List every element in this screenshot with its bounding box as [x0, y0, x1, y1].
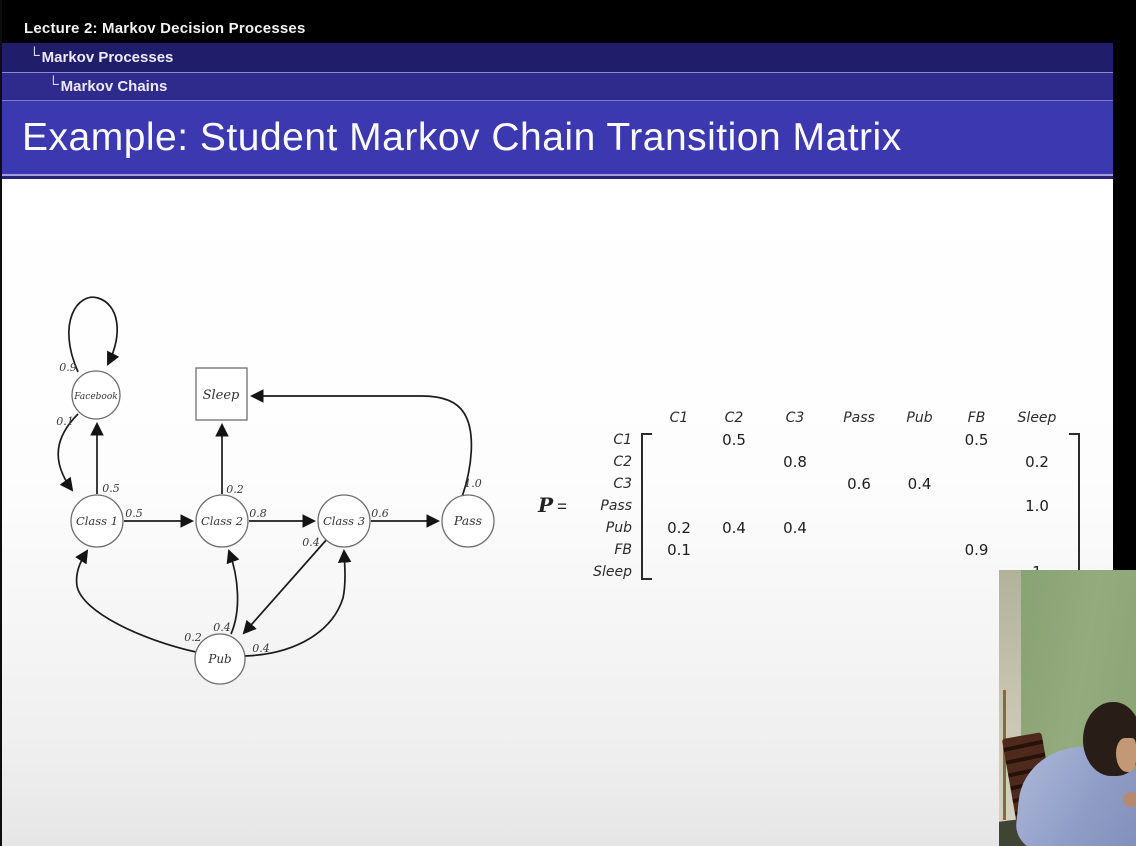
matrix-row-labels: [582, 429, 632, 583]
matrix-cell: [891, 429, 948, 451]
matrix-cell: 0.9: [964, 541, 989, 559]
matrix-symbol: P: [538, 493, 554, 517]
matrix-cell: [891, 517, 948, 539]
matrix-cell: 0.5: [964, 431, 989, 449]
tree-branch-icon: └: [48, 76, 59, 93]
matrix-col-header: C2: [724, 410, 744, 426]
matrix-cell: 0.5: [722, 431, 746, 449]
edge-label-c3-pass: 0.6: [371, 507, 389, 520]
edge-pass-to-sleep: [252, 396, 471, 497]
lecture-title: Lecture 2: Markov Decision Processes: [24, 20, 306, 37]
edge-label-c2-c3: 0.8: [249, 507, 267, 520]
matrix-cell: [891, 451, 948, 473]
node-label-class2: Class 2: [200, 514, 244, 528]
matrix-left-bracket: [641, 433, 652, 580]
matrix-row-label: Pass: [600, 498, 632, 514]
edge-label-pass-sleep: 1.0: [464, 477, 482, 490]
matrix-cell: 0.1: [667, 541, 691, 559]
equals-sign: =: [557, 497, 567, 516]
edge-pub-to-class3: [245, 551, 345, 656]
matrix-col-header: C3: [785, 410, 805, 426]
matrix-cell: [948, 473, 1005, 495]
matrix-grid: [653, 407, 1069, 583]
matrix-cell: [653, 429, 705, 451]
node-label-pass: Pass: [453, 513, 483, 528]
matrix-cell: 0.4: [722, 519, 746, 537]
matrix-cell: [763, 539, 827, 561]
matrix-cell: [827, 517, 891, 539]
lecturer-face: [1116, 738, 1136, 772]
matrix-cell: [1005, 473, 1069, 495]
video-left-edge: [0, 0, 2, 846]
matrix-cell: [653, 451, 705, 473]
matrix-cell: [763, 495, 827, 517]
matrix-cell: [948, 561, 1005, 583]
edge-label-pub-c1: 0.2: [184, 631, 202, 644]
matrix-col-header: FB: [967, 410, 986, 426]
slide-title-bar: [0, 100, 1113, 174]
matrix-cell: 0.4: [783, 519, 807, 537]
matrix-cell: 0.8: [783, 453, 807, 471]
node-label-class3: Class 3: [322, 514, 366, 528]
breadcrumb-subsection: Markov Chains: [60, 78, 168, 95]
matrix-col-header: Pass: [843, 410, 875, 426]
node-label-facebook: Facebook: [74, 392, 118, 402]
matrix-cell: [1005, 429, 1069, 451]
node-label-sleep: Sleep: [202, 388, 240, 403]
matrix-cell: 0.4: [907, 475, 932, 493]
matrix-cell: 0.2: [667, 519, 691, 537]
edge-label-c2-sleep: 0.2: [226, 483, 244, 496]
matrix-cell: [827, 429, 891, 451]
edge-pub-to-class1: [77, 551, 196, 652]
matrix-cell: [705, 473, 763, 495]
matrix-cell: [891, 539, 948, 561]
lecture-title-bar: [0, 0, 1113, 43]
matrix-cell: [763, 561, 827, 583]
matrix-cell: 1.0: [1025, 497, 1049, 515]
breadcrumb-level-2: [0, 72, 1113, 100]
matrix-cell: [653, 561, 705, 583]
matrix-row-label: Pub: [605, 520, 632, 536]
tree-branch-icon: └: [29, 47, 40, 64]
matrix-cell: [1005, 517, 1069, 539]
matrix-equation-lhs: [538, 493, 582, 583]
matrix-cell: [827, 495, 891, 517]
edge-label-pub-c2: 0.4: [213, 621, 231, 634]
markov-chain-diagram: [30, 270, 540, 710]
edge-label-c1-c2: 0.5: [125, 507, 143, 520]
edge-label-c1-fb: 0.5: [102, 482, 120, 495]
matrix-cell: [948, 517, 1005, 539]
matrix-cell: [763, 429, 827, 451]
matrix-cell: [827, 451, 891, 473]
node-label-pub: Pub: [208, 652, 232, 666]
matrix-cell: [827, 561, 891, 583]
matrix-cell: [653, 495, 705, 517]
edge-label-c3-pub: 0.4: [302, 536, 320, 549]
slide-title: Example: Student Markov Chain Transition Matrix: [22, 115, 902, 159]
matrix-col-header: C1: [669, 410, 689, 426]
matrix-row-label: C3: [613, 476, 632, 492]
matrix-cell: 0.6: [847, 475, 871, 493]
matrix-cell: [705, 561, 763, 583]
edge-label-fb-c1: 0.1: [56, 415, 74, 428]
matrix-row-label: C1: [613, 432, 632, 448]
matrix-cell: [948, 495, 1005, 517]
matrix-row-label: C2: [613, 454, 632, 470]
matrix-cell: [948, 451, 1005, 473]
webcam-overlay: [999, 570, 1136, 846]
matrix-right-bracket: [1069, 433, 1080, 580]
matrix-cell: [653, 473, 705, 495]
transition-matrix: [538, 407, 1080, 583]
matrix-cell: [705, 451, 763, 473]
breadcrumb-section: Markov Processes: [41, 49, 174, 66]
matrix-col-header: Pub: [906, 410, 933, 426]
breadcrumb-level-1: [0, 43, 1113, 72]
matrix-cell: [1005, 539, 1069, 561]
matrix-cell: [891, 561, 948, 583]
matrix-cell: [705, 495, 763, 517]
matrix-row-label: Sleep: [593, 564, 632, 580]
matrix-cell: [891, 495, 948, 517]
node-label-class1: Class 1: [75, 514, 119, 528]
matrix-row-label: FB: [614, 542, 632, 558]
matrix-cell: [827, 539, 891, 561]
matrix-cell: [705, 539, 763, 561]
edge-label-fb-self: 0.9: [59, 361, 77, 374]
matrix-cell: 0.2: [1025, 453, 1049, 471]
matrix-cell: [763, 473, 827, 495]
edge-class3-to-pub: [244, 538, 328, 633]
lecturer-hand: [1123, 792, 1136, 807]
edge-label-pub-c3: 0.4: [252, 642, 270, 655]
matrix-col-header: Sleep: [1017, 410, 1057, 426]
